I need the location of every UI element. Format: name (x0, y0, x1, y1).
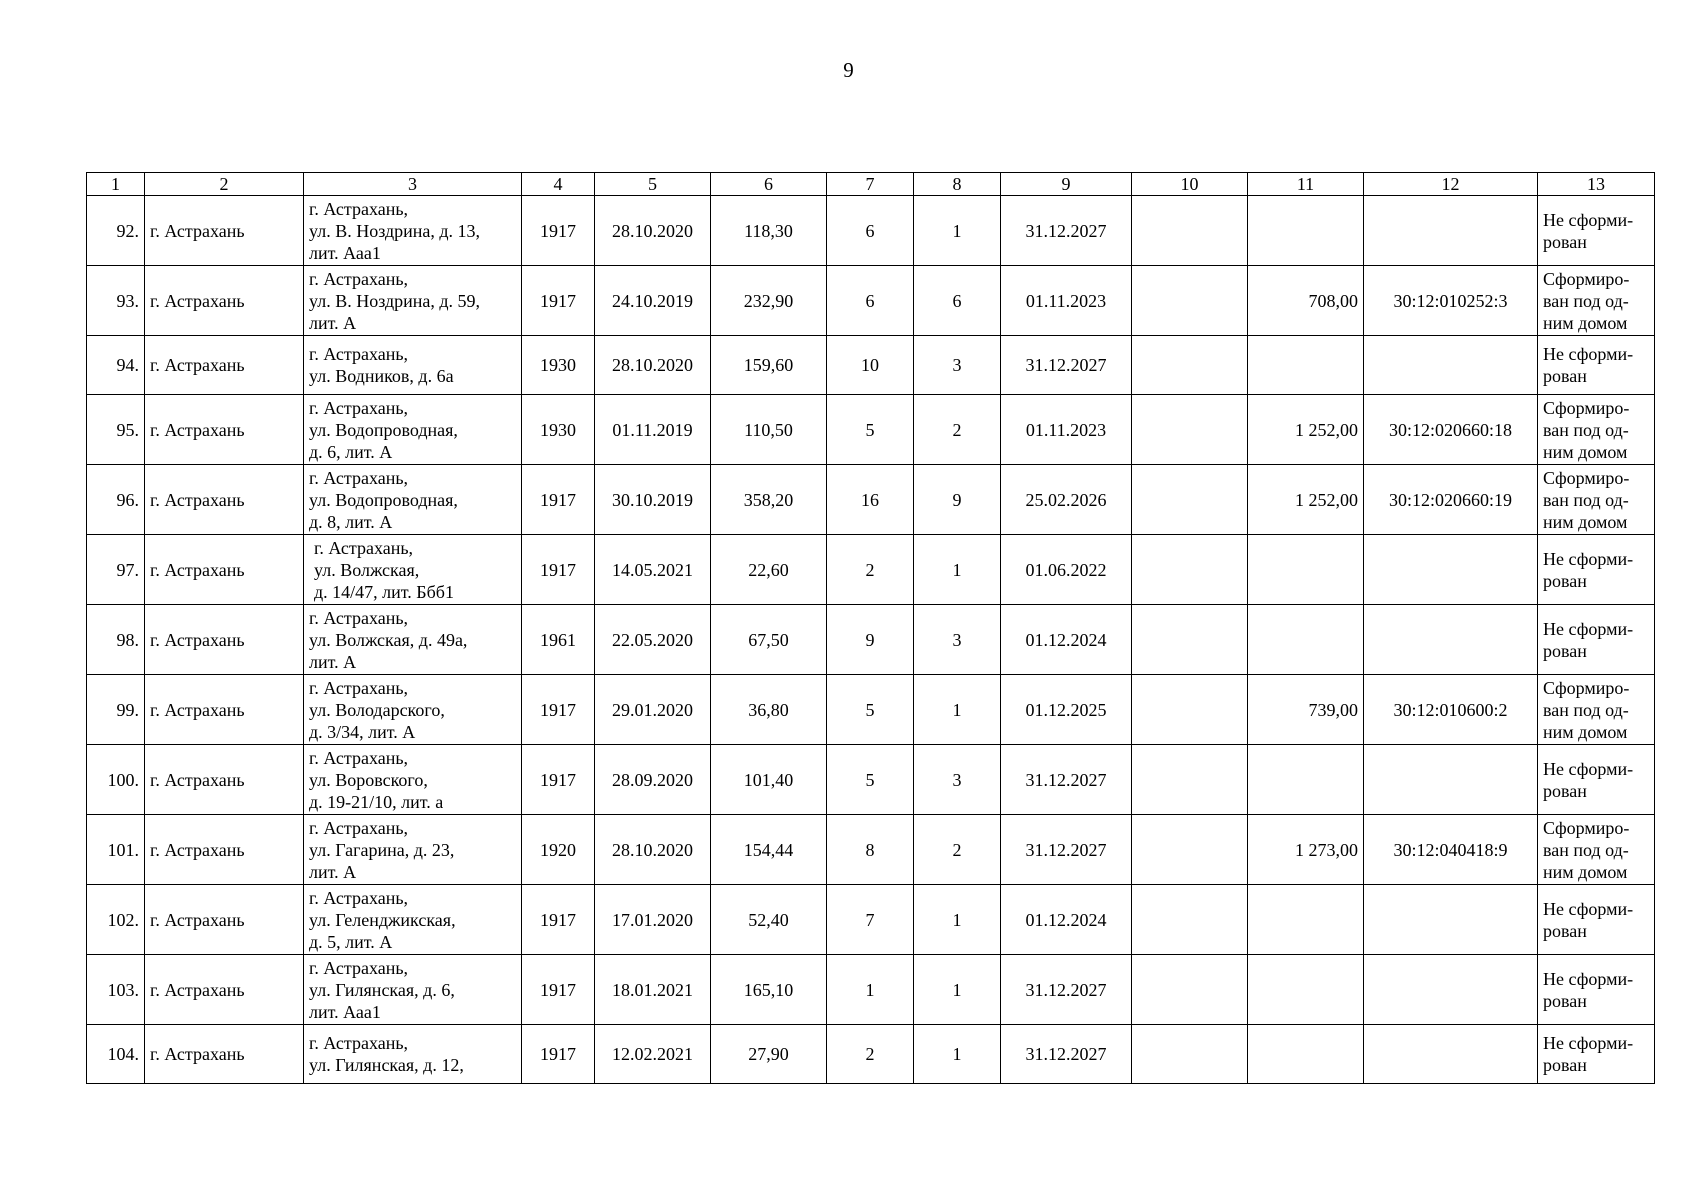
residents-cell: 2 (827, 535, 914, 605)
build-year-cell: 1917 (522, 196, 595, 266)
residents-cell: 9 (827, 605, 914, 675)
deadline-cell: 31.12.2027 (1001, 815, 1132, 885)
row-number: 102. (87, 885, 145, 955)
table-row (87, 745, 1655, 815)
table-row (87, 675, 1655, 745)
column-number-row (87, 173, 1655, 196)
table-row (87, 955, 1655, 1025)
land-status-cell: Не сформи- рован (1538, 535, 1655, 605)
city-cell: г. Астрахань (145, 395, 304, 465)
land-area-cell (1248, 745, 1364, 815)
land-area-cell: 1 273,00 (1248, 815, 1364, 885)
land-area-cell (1248, 196, 1364, 266)
residents-cell: 6 (827, 196, 914, 266)
build-year-cell: 1917 (522, 885, 595, 955)
row-number: 103. (87, 955, 145, 1025)
land-status-cell: Не сформи- рован (1538, 955, 1655, 1025)
land-status-cell: Не сформи- рован (1538, 336, 1655, 395)
apartments-cell: 3 (914, 605, 1001, 675)
recognition-date-cell: 24.10.2019 (595, 266, 711, 336)
address-cell: г. Астрахань, ул. Гагарина, д. 23, лит. А (304, 815, 522, 885)
column-header: 1 (87, 173, 145, 196)
column-10-cell (1132, 815, 1248, 885)
cadastral-number-cell (1364, 955, 1538, 1025)
row-number: 96. (87, 465, 145, 535)
table-row (87, 196, 1655, 266)
deadline-cell: 31.12.2027 (1001, 1025, 1132, 1084)
deadline-cell: 01.11.2023 (1001, 266, 1132, 336)
recognition-date-cell: 12.02.2021 (595, 1025, 711, 1084)
build-year-cell: 1917 (522, 955, 595, 1025)
land-area-cell (1248, 1025, 1364, 1084)
cadastral-number-cell: 30:12:010252:3 (1364, 266, 1538, 336)
column-10-cell (1132, 745, 1248, 815)
recognition-date-cell: 14.05.2021 (595, 535, 711, 605)
table-row (87, 535, 1655, 605)
cadastral-number-cell (1364, 605, 1538, 675)
column-header: 6 (711, 173, 827, 196)
recognition-date-cell: 28.10.2020 (595, 815, 711, 885)
cadastral-number-cell (1364, 196, 1538, 266)
address-cell: г. Астрахань, ул. В. Ноздрина, д. 59, лит. А (304, 266, 522, 336)
recognition-date-cell: 28.10.2020 (595, 336, 711, 395)
table-row (87, 605, 1655, 675)
row-number: 104. (87, 1025, 145, 1084)
page-number: 9 (843, 58, 854, 82)
cadastral-number-cell (1364, 535, 1538, 605)
city-cell: г. Астрахань (145, 745, 304, 815)
build-year-cell: 1917 (522, 1025, 595, 1084)
apartments-cell: 2 (914, 815, 1001, 885)
row-number: 92. (87, 196, 145, 266)
cadastral-number-cell (1364, 1025, 1538, 1084)
city-cell: г. Астрахань (145, 535, 304, 605)
land-area-cell (1248, 955, 1364, 1025)
column-10-cell (1132, 885, 1248, 955)
recognition-date-cell: 28.10.2020 (595, 196, 711, 266)
row-number: 95. (87, 395, 145, 465)
address-cell: г. Астрахань, ул. Водопроводная, д. 6, лит. А (304, 395, 522, 465)
city-cell: г. Астрахань (145, 815, 304, 885)
land-status-cell: Не сформи- рован (1538, 1025, 1655, 1084)
deadline-cell: 31.12.2027 (1001, 336, 1132, 395)
area-cell: 358,20 (711, 465, 827, 535)
build-year-cell: 1930 (522, 395, 595, 465)
build-year-cell: 1917 (522, 266, 595, 336)
row-number: 94. (87, 336, 145, 395)
recognition-date-cell: 30.10.2019 (595, 465, 711, 535)
table-row (87, 465, 1655, 535)
address-cell: г. Астрахань, ул. Волжская, д. 49а, лит. А (304, 605, 522, 675)
row-number: 101. (87, 815, 145, 885)
column-header: 10 (1132, 173, 1248, 196)
deadline-cell: 25.02.2026 (1001, 465, 1132, 535)
column-10-cell (1132, 535, 1248, 605)
address-cell: г. Астрахань, ул. В. Ноздрина, д. 13, лит. Ааа1 (304, 196, 522, 266)
row-number: 100. (87, 745, 145, 815)
address-cell: г. Астрахань, ул. Гилянская, д. 12, (304, 1025, 522, 1084)
build-year-cell: 1930 (522, 336, 595, 395)
deadline-cell: 01.06.2022 (1001, 535, 1132, 605)
address-cell: г. Астрахань, ул. Гилянская, д. 6, лит. Ааа1 (304, 955, 522, 1025)
residents-cell: 5 (827, 675, 914, 745)
cadastral-number-cell: 30:12:020660:19 (1364, 465, 1538, 535)
residents-cell: 2 (827, 1025, 914, 1084)
column-header: 8 (914, 173, 1001, 196)
recognition-date-cell: 22.05.2020 (595, 605, 711, 675)
area-cell: 101,40 (711, 745, 827, 815)
recognition-date-cell: 01.11.2019 (595, 395, 711, 465)
area-cell: 154,44 (711, 815, 827, 885)
residents-cell: 16 (827, 465, 914, 535)
land-status-cell: Сформиро- ван под од- ним домом (1538, 266, 1655, 336)
city-cell: г. Астрахань (145, 336, 304, 395)
table-row (87, 266, 1655, 336)
build-year-cell: 1917 (522, 675, 595, 745)
land-area-cell (1248, 885, 1364, 955)
row-number: 98. (87, 605, 145, 675)
apartments-cell: 3 (914, 336, 1001, 395)
address-cell: г. Астрахань, ул. Водопроводная, д. 8, лит. А (304, 465, 522, 535)
city-cell: г. Астрахань (145, 196, 304, 266)
row-number: 99. (87, 675, 145, 745)
column-10-cell (1132, 336, 1248, 395)
column-10-cell (1132, 1025, 1248, 1084)
apartments-cell: 6 (914, 266, 1001, 336)
land-status-cell: Сформиро- ван под од- ним домом (1538, 675, 1655, 745)
build-year-cell: 1917 (522, 535, 595, 605)
cadastral-number-cell (1364, 745, 1538, 815)
land-status-cell: Сформиро- ван под од- ним домом (1538, 395, 1655, 465)
residents-cell: 5 (827, 395, 914, 465)
column-10-cell (1132, 675, 1248, 745)
area-cell: 67,50 (711, 605, 827, 675)
deadline-cell: 31.12.2027 (1001, 745, 1132, 815)
column-header: 11 (1248, 173, 1364, 196)
recognition-date-cell: 17.01.2020 (595, 885, 711, 955)
city-cell: г. Астрахань (145, 675, 304, 745)
cadastral-number-cell (1364, 336, 1538, 395)
apartments-cell: 3 (914, 745, 1001, 815)
address-cell: г. Астрахань, ул. Водников, д. 6а (304, 336, 522, 395)
city-cell: г. Астрахань (145, 955, 304, 1025)
recognition-date-cell: 29.01.2020 (595, 675, 711, 745)
residents-cell: 6 (827, 266, 914, 336)
column-10-cell (1132, 955, 1248, 1025)
area-cell: 165,10 (711, 955, 827, 1025)
address-cell: г. Астрахань, ул. Воровского, д. 19-21/10, лит. а (304, 745, 522, 815)
city-cell: г. Астрахань (145, 605, 304, 675)
row-number: 93. (87, 266, 145, 336)
build-year-cell: 1917 (522, 465, 595, 535)
area-cell: 159,60 (711, 336, 827, 395)
address-cell: г. Астрахань, ул. Волжская, д. 14/47, лит. Ббб1 (304, 535, 522, 605)
land-status-cell: Не сформи- рован (1538, 885, 1655, 955)
build-year-cell: 1917 (522, 745, 595, 815)
table-row (87, 1025, 1655, 1084)
apartments-cell: 1 (914, 955, 1001, 1025)
area-cell: 110,50 (711, 395, 827, 465)
column-header: 9 (1001, 173, 1132, 196)
column-10-cell (1132, 605, 1248, 675)
table-row (87, 336, 1655, 395)
land-status-cell: Не сформи- рован (1538, 605, 1655, 675)
column-header: 3 (304, 173, 522, 196)
land-area-cell: 1 252,00 (1248, 395, 1364, 465)
address-cell: г. Астрахань, ул. Володарского, д. 3/34, лит. А (304, 675, 522, 745)
cadastral-number-cell: 30:12:020660:18 (1364, 395, 1538, 465)
column-header: 2 (145, 173, 304, 196)
land-area-cell: 708,00 (1248, 266, 1364, 336)
land-area-cell: 1 252,00 (1248, 465, 1364, 535)
cadastral-number-cell (1364, 885, 1538, 955)
deadline-cell: 31.12.2027 (1001, 196, 1132, 266)
table-row (87, 815, 1655, 885)
land-status-cell: Не сформи- рован (1538, 196, 1655, 266)
deadline-cell: 01.12.2025 (1001, 675, 1132, 745)
residents-cell: 8 (827, 815, 914, 885)
area-cell: 27,90 (711, 1025, 827, 1084)
city-cell: г. Астрахань (145, 885, 304, 955)
column-header: 4 (522, 173, 595, 196)
apartments-cell: 1 (914, 1025, 1001, 1084)
land-area-cell: 739,00 (1248, 675, 1364, 745)
column-10-cell (1132, 266, 1248, 336)
table-row (87, 885, 1655, 955)
column-10-cell (1132, 196, 1248, 266)
row-number: 97. (87, 535, 145, 605)
apartments-cell: 9 (914, 465, 1001, 535)
deadline-cell: 01.11.2023 (1001, 395, 1132, 465)
land-status-cell: Сформиро- ван под од- ним домом (1538, 465, 1655, 535)
recognition-date-cell: 18.01.2021 (595, 955, 711, 1025)
city-cell: г. Астрахань (145, 1025, 304, 1084)
residents-cell: 10 (827, 336, 914, 395)
column-header: 13 (1538, 173, 1655, 196)
apartments-cell: 2 (914, 395, 1001, 465)
column-header: 12 (1364, 173, 1538, 196)
apartments-cell: 1 (914, 885, 1001, 955)
build-year-cell: 1961 (522, 605, 595, 675)
deadline-cell: 01.12.2024 (1001, 605, 1132, 675)
apartments-cell: 1 (914, 535, 1001, 605)
city-cell: г. Астрахань (145, 465, 304, 535)
area-cell: 52,40 (711, 885, 827, 955)
recognition-date-cell: 28.09.2020 (595, 745, 711, 815)
residents-cell: 7 (827, 885, 914, 955)
land-area-cell (1248, 336, 1364, 395)
column-header: 5 (595, 173, 711, 196)
residents-cell: 1 (827, 955, 914, 1025)
cadastral-number-cell: 30:12:040418:9 (1364, 815, 1538, 885)
land-status-cell: Не сформи- рован (1538, 745, 1655, 815)
deadline-cell: 01.12.2024 (1001, 885, 1132, 955)
city-cell: г. Астрахань (145, 266, 304, 336)
area-cell: 232,90 (711, 266, 827, 336)
column-10-cell (1132, 465, 1248, 535)
apartments-cell: 1 (914, 196, 1001, 266)
residents-cell: 5 (827, 745, 914, 815)
table-row (87, 395, 1655, 465)
deadline-cell: 31.12.2027 (1001, 955, 1132, 1025)
cadastral-number-cell: 30:12:010600:2 (1364, 675, 1538, 745)
area-cell: 36,80 (711, 675, 827, 745)
land-area-cell (1248, 605, 1364, 675)
column-10-cell (1132, 395, 1248, 465)
housing-registry-table (86, 172, 1655, 1084)
apartments-cell: 1 (914, 675, 1001, 745)
land-area-cell (1248, 535, 1364, 605)
area-cell: 118,30 (711, 196, 827, 266)
address-cell: г. Астрахань, ул. Геленджикская, д. 5, лит. А (304, 885, 522, 955)
column-header: 7 (827, 173, 914, 196)
table-body (87, 196, 1655, 1084)
area-cell: 22,60 (711, 535, 827, 605)
land-status-cell: Сформиро- ван под од- ним домом (1538, 815, 1655, 885)
build-year-cell: 1920 (522, 815, 595, 885)
